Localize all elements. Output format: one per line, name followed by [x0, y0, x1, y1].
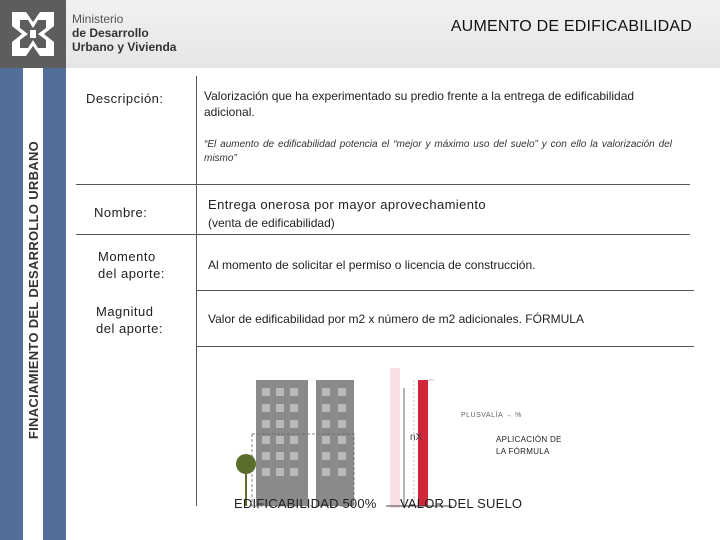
magnitude-label-line-1: Magnitud — [96, 304, 154, 319]
land-value-caption: VALOR DEL SUELO — [400, 496, 523, 511]
tree-icon — [236, 454, 256, 474]
table-row-divider-3 — [196, 290, 694, 291]
table-row-divider-4 — [196, 346, 694, 347]
magnitude-label-line-2: del aporte: — [96, 321, 163, 336]
formula-note-line-2: LA FÓRMULA — [496, 447, 550, 456]
slide-title: AUMENTO DE EDIFICABILIDAD — [450, 18, 692, 35]
magnitude-value: Valor de edificabilidad por m2 x número de m2 adicionales. FÓRMULA — [208, 312, 584, 326]
value-chart-panel — [390, 368, 400, 508]
moment-label-line-1: Momento — [98, 249, 156, 264]
formula-note-line-1: APLICACIÓN DE — [496, 435, 562, 444]
name-value-line-1: Entrega onerosa por mayor aprovechamiento — [208, 197, 486, 212]
moment-value: Al momento de solicitar el permiso o licencia de construcción. — [208, 258, 536, 272]
ministry-logo-icon — [6, 6, 60, 62]
name-value-line-2: (venta de edificabilidad) — [208, 216, 335, 230]
sidebar-vertical-label: FINACIAMIENTO DEL DESARROLLO URBANO — [25, 140, 41, 440]
ministry-logo — [0, 0, 66, 68]
nx-label: nX — [410, 432, 423, 443]
header-band — [0, 0, 720, 68]
description-quote: “El aumento de edificabilidad potencia el “mejor y máximo uso del suelo” y con ello la valorización del mismo” — [204, 139, 672, 164]
ministry-name — [72, 12, 176, 54]
description-value: Valorización que ha experimentado su predio frente a la entrega de edificabilidad adicional. — [204, 89, 635, 119]
plusvalia-label: PLUSVALÍA → % — [461, 412, 522, 419]
formula-application-note — [496, 434, 562, 458]
edificability-caption: EDIFICABILIDAD 500% — [234, 496, 377, 511]
building-right — [316, 380, 354, 506]
name-label: Nombre: — [94, 205, 148, 220]
table-column-divider — [196, 76, 197, 506]
land-value-bar — [418, 380, 428, 506]
description-label: Descripción: — [86, 91, 164, 106]
ministry-line-3: Urbano y Vivienda — [72, 40, 177, 54]
table-row-divider-1 — [76, 184, 690, 185]
ministry-line-1: Ministerio — [72, 12, 124, 26]
moment-label-line-2: del aporte: — [98, 266, 165, 281]
table-row-divider-2 — [76, 234, 690, 235]
ministry-line-2: de Desarrollo — [72, 26, 149, 40]
